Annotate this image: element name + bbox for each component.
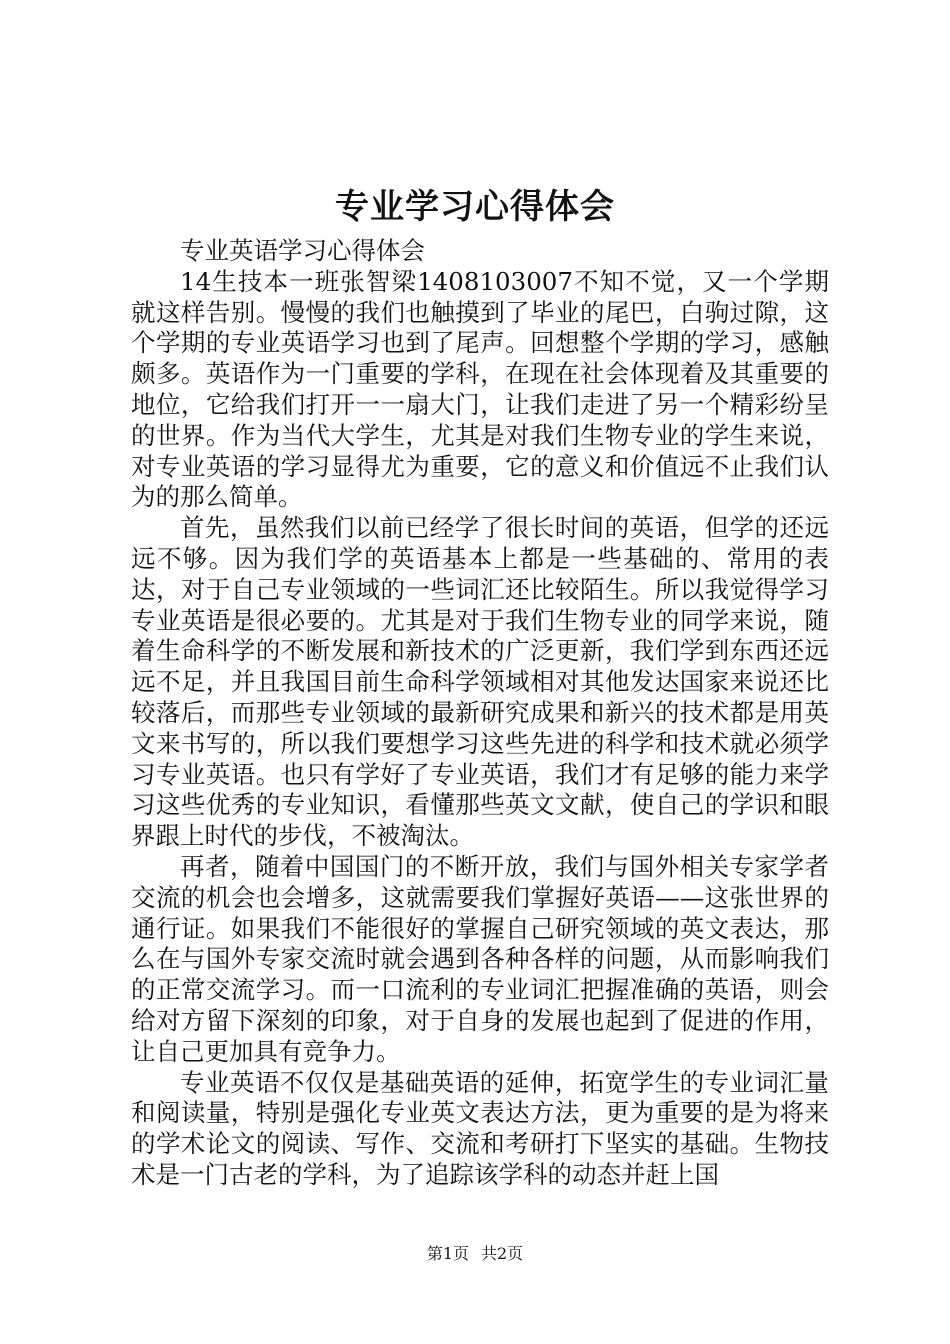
page-total: 共2页 xyxy=(481,1244,524,1263)
page-footer xyxy=(0,1244,950,1264)
paragraph: 再者，随着中国国门的不断开放，我们与国外相关专家学者交流的机会也会增多，这就需要我们掌握好英语——这张世界的通行证。如果我们不能很好的掌握自己研究领域的英文表达，那么在与国外专家交流时就会遇到各种各样的问题，从而影响我们的正常交流学习。而一口流利的专业词汇把握准确的英语，则会给对方留下深刻的印象，对于自身的发展也起到了促进的作用，让自己更加具有竞争力。 xyxy=(131,851,829,1066)
paragraph: 14生技本一班张智梁1408103007不知不觉，又一个学期就这样告别。慢慢的我们也触摸到了毕业的尾巴，白驹过隙，这个学期的专业英语学习也到了尾声。回想整个学期的学习，感触颇多。英语作为一门重要的学科，在现在社会体现着及其重要的地位，它给我们打开一一扇大门，让我们走进了另一个精彩纷呈的世界。作为当代大学生，尤其是对我们生物专业的学生来说，对专业英语的学习显得尤为重要，它的意义和价值远不止我们认为的那么简单。 xyxy=(131,266,829,512)
document-title: 专业学习心得体会 xyxy=(335,187,615,227)
paragraph: 专业英语不仅仅是基础英语的延伸，拓宽学生的专业词汇量和阅读量，特别是强化专业英文表达方法，更为重要的是为将来的学术论文的阅读、写作、交流和考研打下坚实的基础。生物技术是一门古老的学科，为了追踪该学科的动态并赶上国 xyxy=(131,1067,829,1189)
paragraph-subtitle: 专业英语学习心得体会 xyxy=(180,236,425,265)
document-body xyxy=(131,236,829,1191)
paragraph: 首先，虽然我们以前已经学了很长时间的英语，但学的还远远不够。因为我们学的英语基本上都是一些基础的、常用的表达，对于自己专业领域的一些词汇还比较陌生。所以我觉得学习专业英语是很必要的。尤其是对于我们生物专业的同学来说，随着生命科学的不断发展和新技术的广泛更新，我们学到东西还远远不足，并且我国目前生命科学领域相对其他发达国家来说还比较落后，而那些专业领域的最新研究成果和新兴的技术都是用英文来书写的，所以我们要想学习这些先进的科学和技术就必须学习专业英语。也只有学好了专业英语，我们才有足够的能力来学习这些优秀的专业知识，看懂那些英文文献，使自己的学识和眼界跟上时代的步伐，不被淘汰。 xyxy=(131,513,829,851)
page-number: 第1页 xyxy=(426,1244,469,1263)
